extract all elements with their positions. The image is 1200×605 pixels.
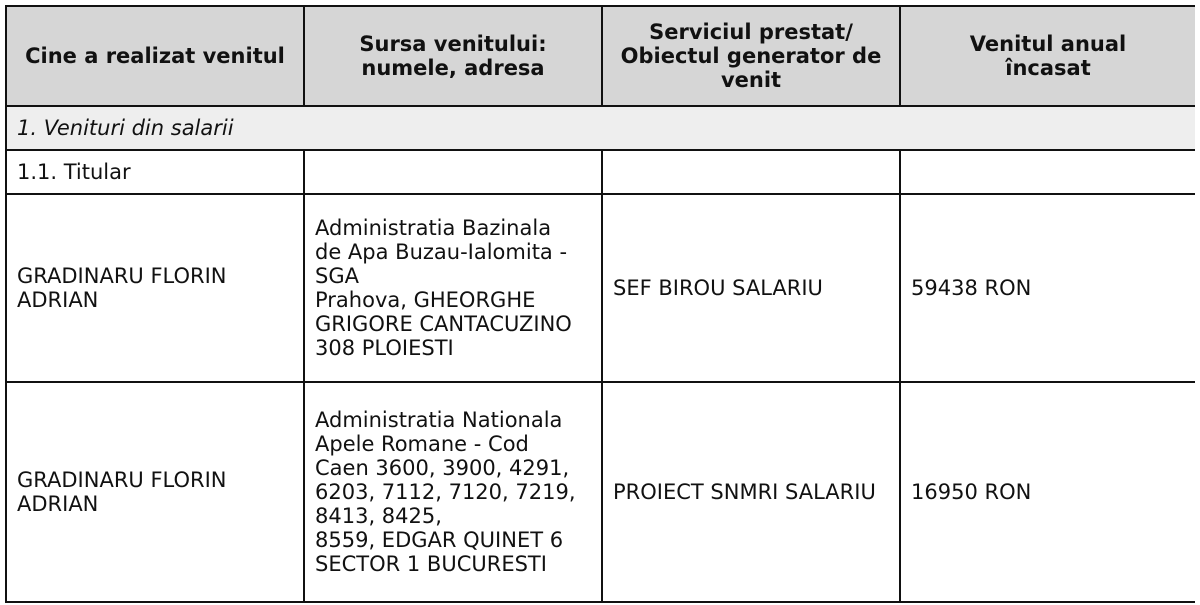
cell-source: Administratia Bazinala de Apa Buzau-Ialomita - SGA Prahova, GHEORGHE GRIGORE CANTACUZINO 308 PLOIESTI [304,194,602,382]
cell-who: GRADINARU FLORIN ADRIAN [6,194,304,382]
header-annual-income: Venitul anual încasat [900,6,1195,106]
header-income-source: Sursa venitului: numele, adresa [304,6,602,106]
section-title: 1. Venituri din salarii [6,106,1195,150]
cell-who: GRADINARU FLORIN ADRIAN [6,382,304,602]
subsection-label: 1.1. Titular [6,150,304,194]
cell-service: SEF BIROU SALARIU [602,194,900,382]
subsection-row [6,150,1195,194]
income-table [5,5,1195,603]
cell-income: 16950 RON [900,382,1195,602]
cell-source: Administratia Nationala Apele Romane - Cod Caen 3600, 3900, 4291, 6203, 7112, 7120, 7219, 8413, 8425, 8559, EDGAR QUINET 6 SECTOR 1 BUCURESTI [304,382,602,602]
cell-income: 59438 RON [900,194,1195,382]
header-who-earned: Cine a realizat venitul [6,6,304,106]
subsection-service-cell [602,150,900,194]
section-row [6,106,1195,150]
table-header-row [6,6,1195,106]
cell-service: PROIECT SNMRI SALARIU [602,382,900,602]
subsection-source-cell [304,150,602,194]
table-row [6,382,1195,602]
subsection-income-cell [900,150,1195,194]
income-declaration-document [5,5,1195,605]
header-service-provided: Serviciul prestat/ Obiectul generator de venit [602,6,900,106]
table-row [6,194,1195,382]
